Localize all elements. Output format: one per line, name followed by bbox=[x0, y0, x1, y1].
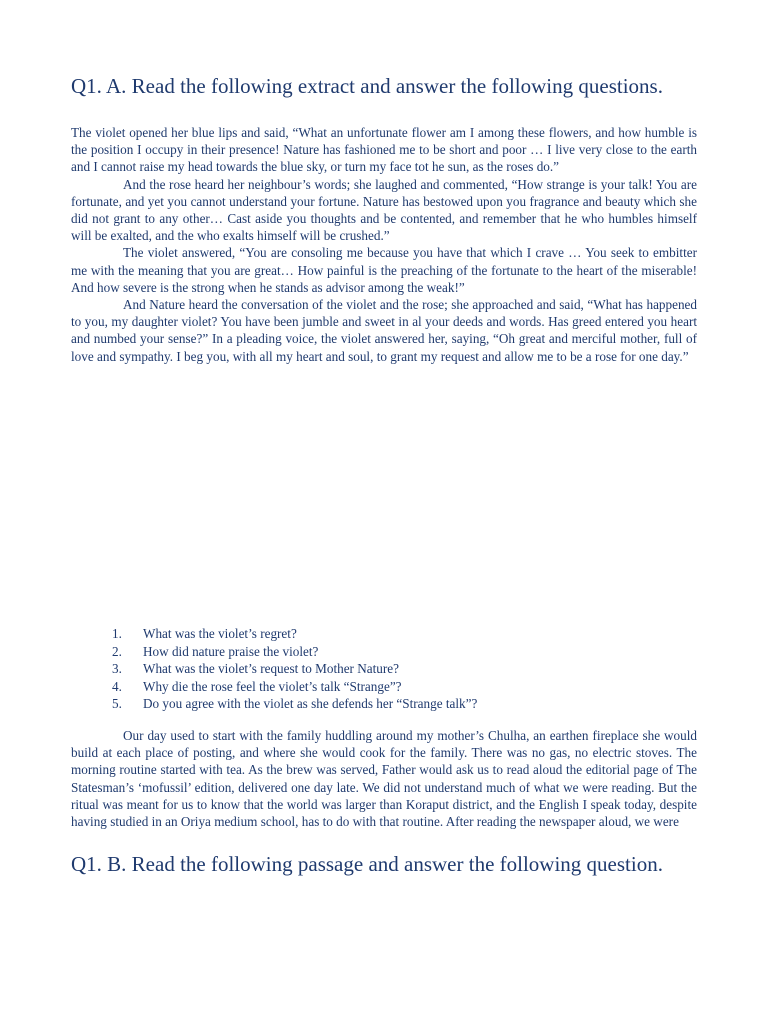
q1a-heading: Q1. A. Read the following extract and answer the following questions. bbox=[71, 74, 663, 98]
extract-text bbox=[71, 124, 697, 365]
extract-paragraph: And the rose heard her neighbour’s words; she laughed and commented, “How strange is your talk! You are fortunate, and yet you cannot understand your fortune. Nature has bestowed upon you fragrance and beauty which she did not grant to any other… Cast aside you thoughts and be contented, and remember that he who humbles himself will be exalted, and the who exalts himself will be crushed.” bbox=[71, 176, 697, 244]
passage-b-text bbox=[71, 727, 697, 830]
question-number: 4. bbox=[112, 678, 122, 694]
question-text: What was the violet’s regret? bbox=[143, 626, 297, 641]
question-number: 2. bbox=[112, 643, 122, 659]
question-item bbox=[112, 678, 672, 696]
question-number: 5. bbox=[112, 696, 122, 712]
extract-paragraph: The violet opened her blue lips and said, “What an unfortunate flower am I among these flowers, and how humble is the position I occupy in their presence! Nature has fashioned me to be short and poor … I live very close to the earth and I cannot raise my head towards the blue sky, or turn my face tot he sun, as the roses do.” bbox=[71, 125, 697, 175]
question-number: 3. bbox=[112, 661, 122, 677]
question-list bbox=[112, 625, 672, 713]
question-item bbox=[112, 695, 672, 713]
question-number: 1. bbox=[112, 626, 122, 641]
extract-paragraph: The violet answered, “You are consoling me because you have that which I crave … You seek to embitter me with the meaning that you are great… How painful is the preaching of the fortunate to the heart of the miserable! And how severe is the strong when he stands as advisor among the weak!” bbox=[71, 245, 697, 295]
question-text: Do you agree with the violet as she defends her “Strange talk”? bbox=[143, 696, 478, 712]
question-item bbox=[112, 660, 672, 678]
question-item bbox=[112, 643, 672, 661]
passage-paragraph: Our day used to start with the family huddling around my mother’s Chulha, an earthen fireplace she would build at each place of posting, and where she would cook for the family. There was no gas, no electric stoves. The morning routine started with tea. As the brew was served, Father would ask us to read aloud the editorial page of The Statesman’s ‘mofussil’ edition, delivered one day late. We did not understand much of what we were reading. But the ritual was meant for us to know that the world was larger than Koraput district, and the English I speak today, despite having studied in an Oriya medium school, has to do with that routine. After reading the newspaper aloud, we were bbox=[71, 728, 697, 830]
question-text: Why die the rose feel the violet’s talk “Strange”? bbox=[143, 678, 402, 694]
question-text: How did nature praise the violet? bbox=[143, 643, 319, 659]
extract-paragraph: And Nature heard the conversation of the violet and the rose; she approached and said, “What has happened to you, my daughter violet? You have been jumble and sweet in al your deeds and words. Has greed entered you heart and numbed your sense?” In a pleading voice, the violet answered her, saying, “Oh great and merciful mother, full of love and sympathy. I beg you, with all my heart and soul, to grant my request and allow me to be a rose for one day.” bbox=[71, 297, 697, 364]
question-item bbox=[112, 625, 672, 643]
question-text: What was the violet’s request to Mother Nature? bbox=[143, 661, 399, 677]
q1b-heading: Q1. B. Read the following passage and answer the following question. bbox=[71, 852, 663, 876]
